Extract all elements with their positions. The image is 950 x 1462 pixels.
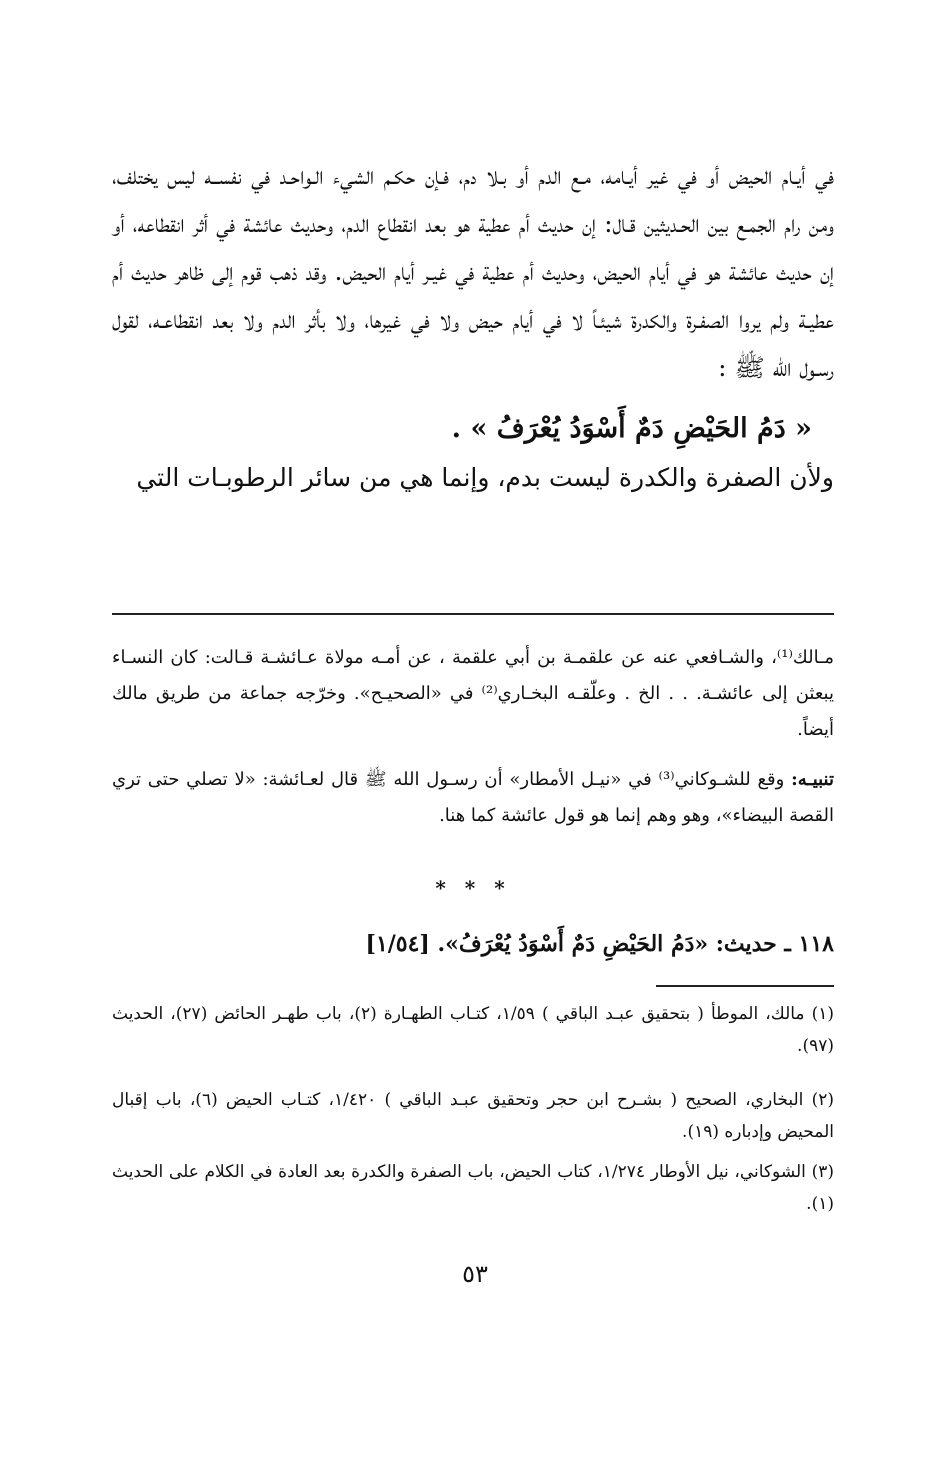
tanbih-text: وقع للشـوكاني⁽³⁾ في «نيـل الأمطار» أن رسـول الله ﷺ قال لعـائشة: «لا تصلي حتى تري القصة البيضاء»، وهو وهم إنما هو قول عائشة كما هنا. xyxy=(112,769,834,826)
hadith-number: ١١٨ ـ حديث: xyxy=(715,931,834,957)
page-number: ٥٣ xyxy=(462,1260,488,1288)
tanbih-label: تنبيـه: xyxy=(791,769,834,790)
note-malik: مـالك⁽¹⁾، والشـافعي عنه عن علقمـة بن أبي علقمة ، عن أمـه مولاة عـائشـة قـالت: كان النسـاء يبعثن إلى عائشـة. . . الخ . وعلّقـه البخـاري⁽²⁾ في «الصحيـح». وخرّجه جماعة من طريق مالك أيضاً. xyxy=(112,647,834,740)
footnotes-divider xyxy=(656,985,834,987)
hadith-text: «دَمُ الحَيْضِ دَمٌ أَسْوَدُ يُعْرَفُ». [١/٥٤] xyxy=(365,931,716,957)
footnotes xyxy=(112,998,834,1242)
footnote-divider xyxy=(112,613,834,615)
section-separator: * * * xyxy=(435,876,511,900)
main-paragraph-2: ولأن الصفرة والكدرة ليست بدم، وإنما هي من سائر الرطوبـات التي xyxy=(136,463,834,492)
note-tanbih xyxy=(112,762,834,834)
hadith-entry xyxy=(112,924,834,965)
main-paragraph-1: في أيـام الحيض أو في غير أيـامه، مـع الدم أو بـلا دم، فـإن حكـم الشيء الـواحـد في نفســه ليس يختلف، ومن رام الجمـع بين الحـديثين قـال: إن حديث أم عطية هو بعد انقطاع الدم، وحديث عائشة في أثر انقطاعه، أو إن حديث عائشة هو في أيام الحيض، وحديث أم عطية في غيـر أيام الحيض. وقد ذهب قوم إلى ظاهر حديث أم عطيـة ولم يروا الصفـرة والكدرة شيئـاً لا في أيام حيض ولا في غيرها، ولا بأثر الدم ولا بعد انقطاعـه، لقول رسـول الله ﷺ : xyxy=(112,161,834,382)
main-text xyxy=(112,152,834,502)
continued-footnote xyxy=(112,640,834,834)
hadith-quote: « دَمُ الحَيْضِ دَمٌ أَسْوَدُ يُعْرَفُ » . xyxy=(451,413,812,444)
footnote-2: (٢) البخاري، الصحيح ( بشـرح ابن حجر وتحقيق عبـد الباقي ) ١/٤٢٠، كتـاب الحيض (٦)، باب إقبال المحيض وإدباره (١٩). xyxy=(112,1090,834,1142)
footnote-1: (١) مالك، الموطأ ( بتحقيق عبـد الباقي ) ١/٥٩، كتـاب الطهـارة (٢)، باب طهـر الحائض (٢٧)، الحديث (٩٧). xyxy=(112,1004,835,1056)
footnote-3: (٣) الشوكاني، نيل الأوطار ١/٢٧٤، كتاب الحيض، باب الصفرة والكدرة بعد العادة في الكلام على الحديث (١). xyxy=(112,1162,834,1214)
